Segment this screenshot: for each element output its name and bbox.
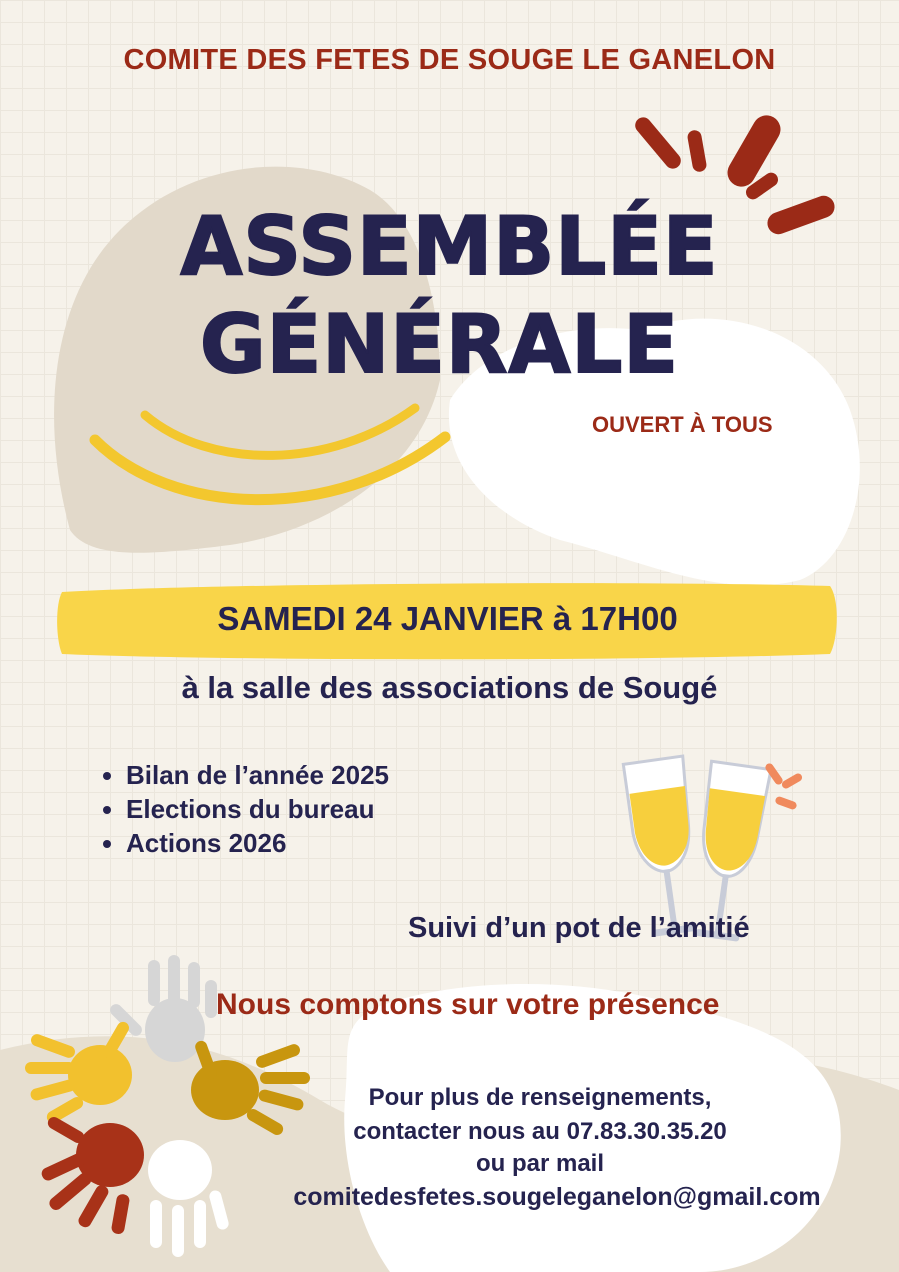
- venue-text: à la salle des associations de Sougé: [181, 670, 718, 705]
- contact-email[interactable]: comitedesfetes.sougeleganelon@gmail.com: [293, 1183, 821, 1211]
- title-line-1: ASSEMBLÉE: [180, 200, 719, 293]
- agenda-item: • Bilan de l’année 2025: [126, 758, 389, 792]
- followed-by-text: Suivi d’un pot de l’amitié: [408, 912, 750, 944]
- agenda-list: [100, 758, 389, 860]
- contact-line-3: ou par mail: [475, 1150, 605, 1177]
- agenda-item: • Elections du bureau: [126, 792, 389, 826]
- title-line-2: GÉNÉRALE: [199, 298, 680, 391]
- organizer-heading: COMITE DES FETES DE SOUGE LE GANELON: [123, 44, 776, 76]
- contact-line-1: Pour plus de renseignements,: [368, 1084, 712, 1111]
- call-to-action-text: Nous comptons sur votre présence: [216, 988, 720, 1021]
- date-time-text: SAMEDI 24 JANVIER à 17H00: [217, 600, 678, 637]
- open-to-all-label: OUVERT À TOUS: [592, 412, 773, 437]
- contact-phone-line: contacter nous au 07.83.30.35.20: [353, 1118, 727, 1145]
- agenda-item: • Actions 2026: [126, 826, 389, 860]
